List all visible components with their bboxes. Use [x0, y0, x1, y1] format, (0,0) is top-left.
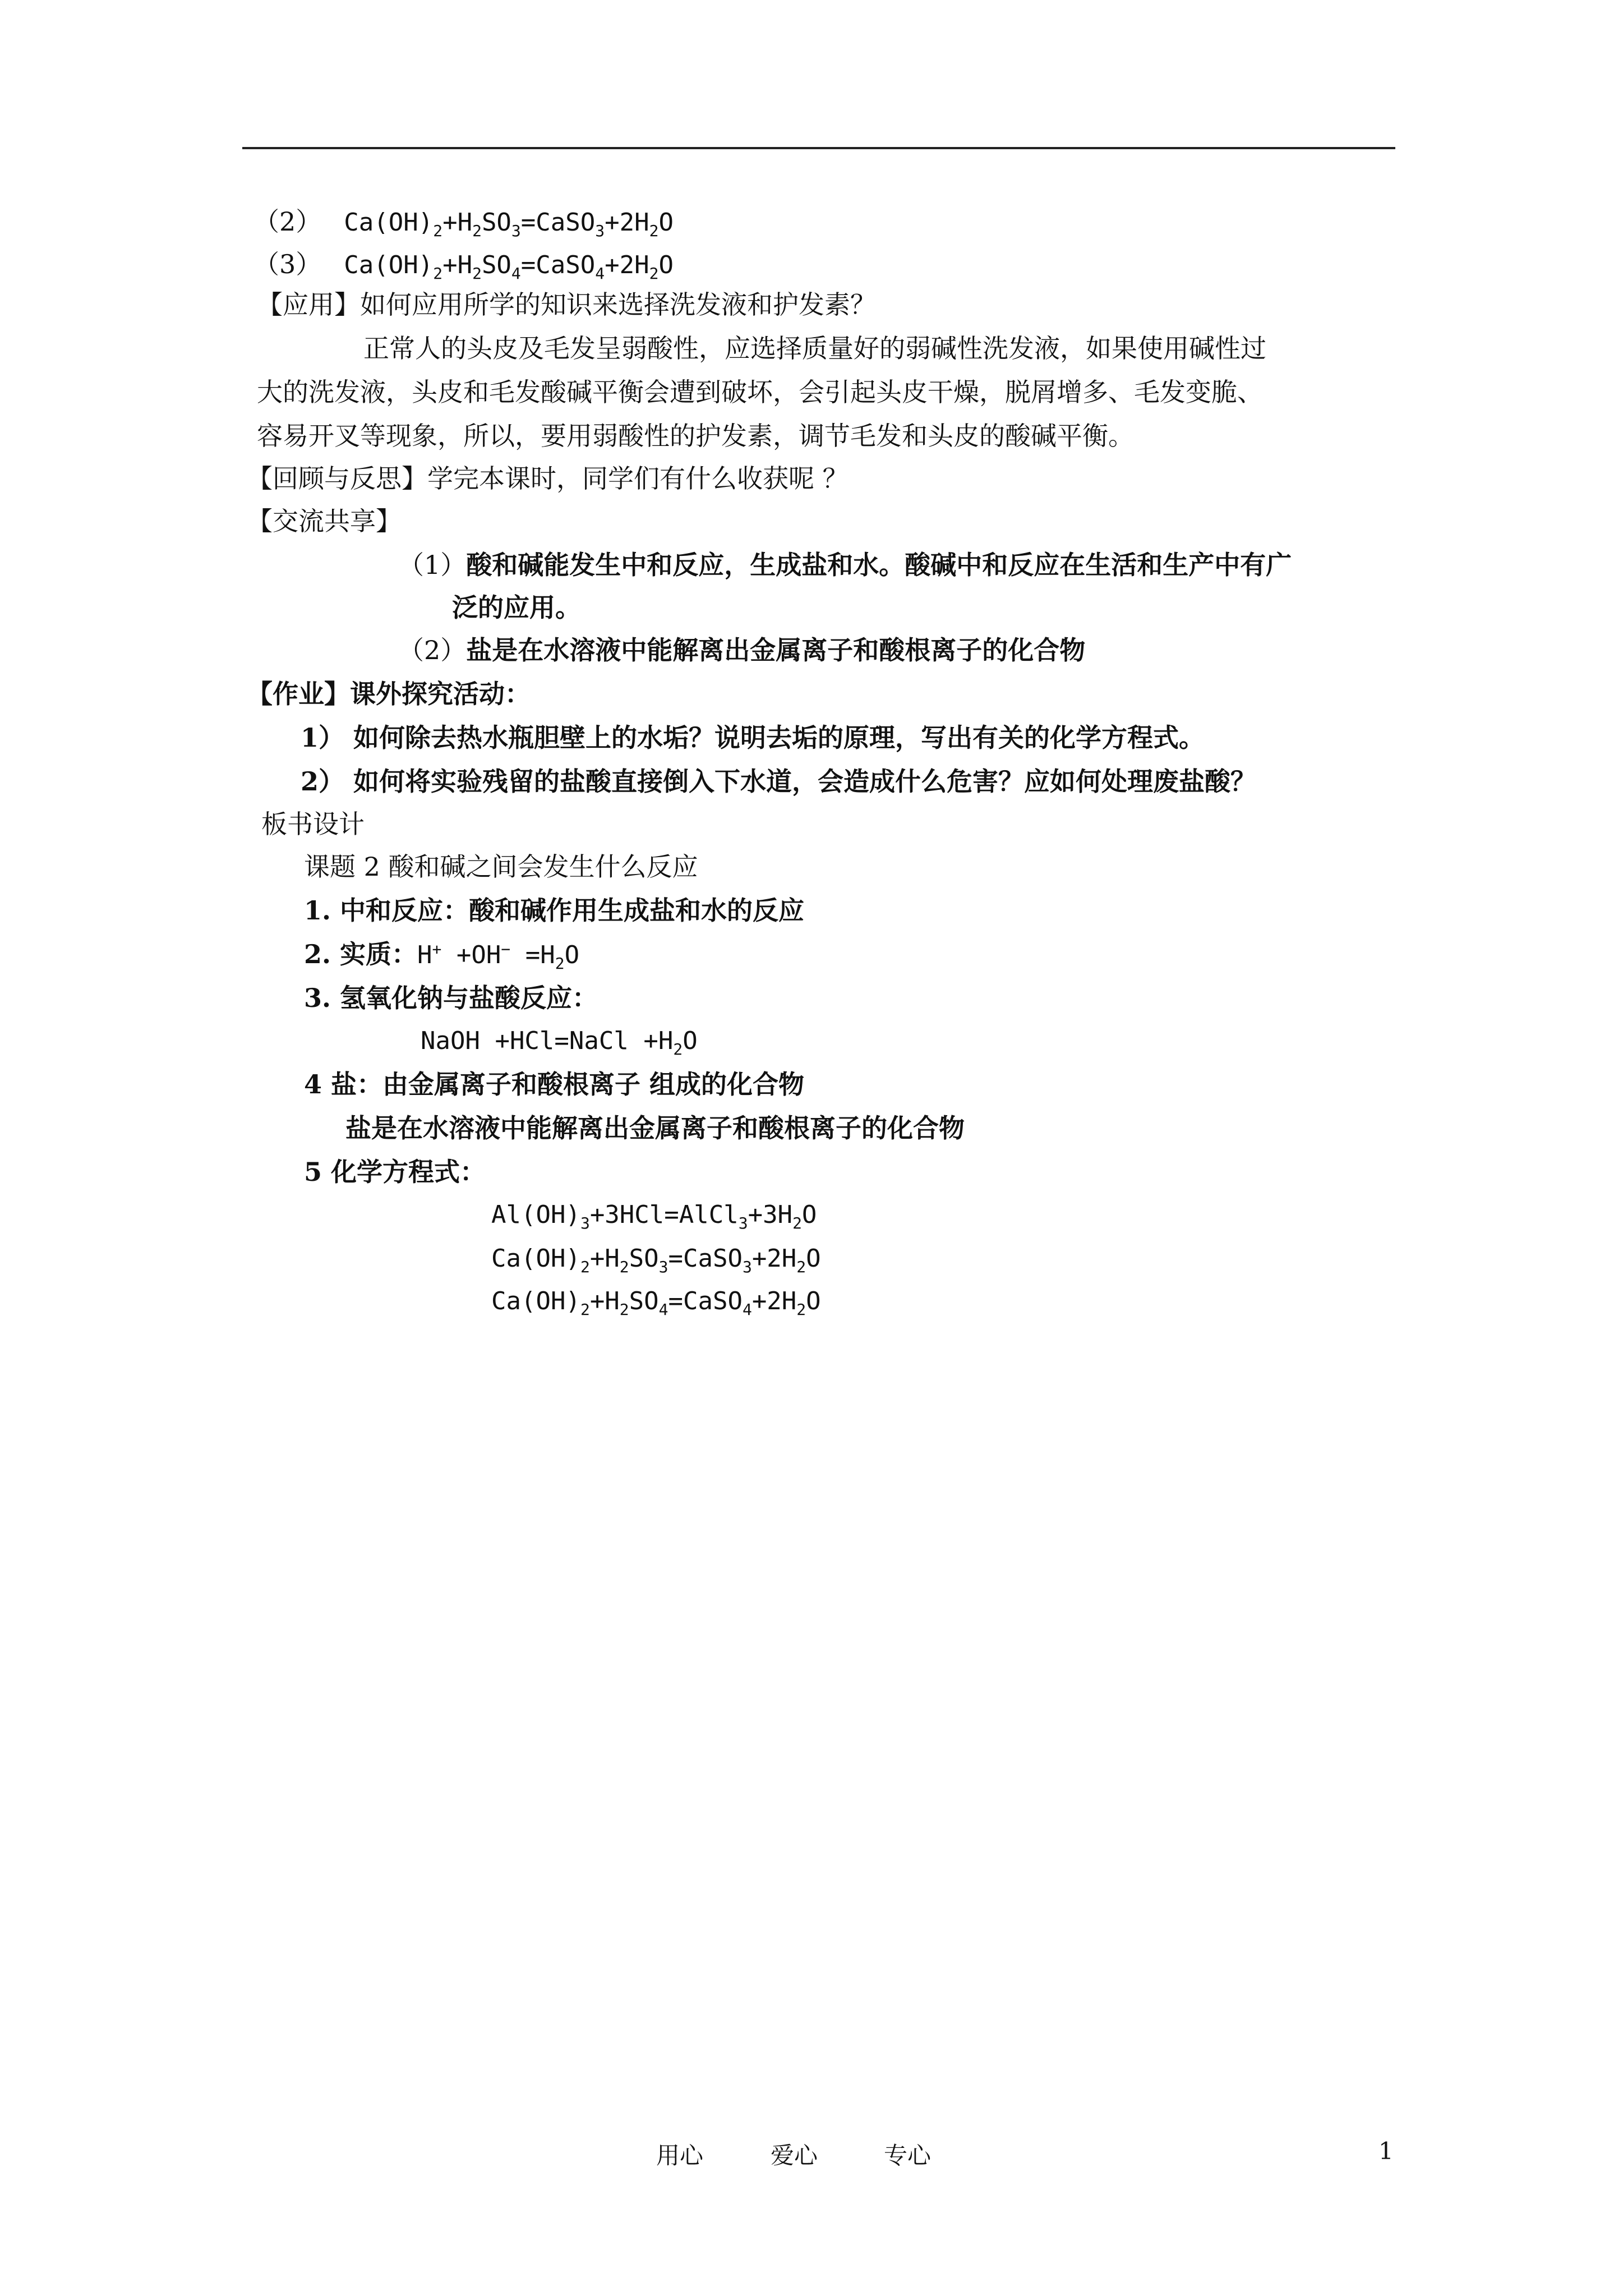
equation-number: （3） [253, 249, 322, 279]
board-item-3: 3. 氢氧化钠与盐酸反应： [304, 983, 598, 1013]
equation-line [253, 206, 674, 240]
board-item-4: 4 盐：由金属离子和酸根离子 组成的化合物 [304, 1069, 805, 1099]
share-item-number: （2） [398, 635, 467, 665]
share-item-text: 酸和碱能发生中和反应，生成盐和水。酸碱中和反应在生活和生产中有广 [466, 550, 1292, 580]
lesson-title: 课题 2 酸和碱之间会发生什么反应 [304, 852, 698, 882]
board-item-4-continued: 盐是在水溶液中能解离出金属离子和酸根离子的化合物 [345, 1113, 965, 1143]
homework-item: 1） 如何除去热水瓶胆壁上的水垢？说明去垢的原理，写出有关的化学方程式。 [301, 723, 1205, 753]
application-answer-line: 大的洗发液，头皮和毛发酸碱平衡会遭到破坏，会引起头皮干燥，脱屑增多、毛发变脆、 [257, 377, 1263, 407]
application-answer-line: 容易开叉等现象，所以，要用弱酸性的护发素，调节毛发和头皮的酸碱平衡。 [257, 421, 1134, 451]
share-heading: 【交流共享】 [247, 506, 402, 536]
review-heading: 【回顾与反思】学完本课时，同学们有什么收获呢 ？ [247, 463, 849, 494]
homework-heading: 【作业】课外探究活动： [247, 679, 531, 709]
board-item-2 [304, 939, 580, 973]
footer-motto-1: 用心 [656, 2142, 704, 2169]
page-number: 1 [1378, 2137, 1394, 2165]
header-rule [242, 147, 1395, 149]
chemical-formula: $Ca(OH)_2+H_2SO_4=CaSO_4+2H_2O$ [344, 251, 674, 283]
share-item-2 [398, 637, 1085, 663]
homework-item: 2） 如何将实验残留的盐酸直接倒入下水道，会造成什么危害？应如何处理废盐酸？ [301, 766, 1257, 797]
application-answer-line: 正常人的头皮及毛发呈弱酸性，应选择质量好的弱碱性洗发液，如果使用碱性过 [363, 333, 1266, 364]
share-item-text: 盐是在水溶液中能解离出金属离子和酸根离子的化合物 [466, 635, 1086, 665]
application-question: 【应用】如何应用所学的知识来选择洗发液和护发素？ [257, 289, 876, 320]
share-item-1 [398, 552, 1292, 578]
share-item-number: （1） [398, 550, 467, 580]
chemical-equation: $Al(OH)_3+3HCl=AlCl_3+3H_2O$ [491, 1200, 817, 1232]
equation-number: （2） [253, 206, 322, 237]
chemical-formula: $Ca(OH)_2+H_2SO_3=CaSO_3+2H_2O$ [344, 208, 674, 240]
ionic-equation: $H^+ +OH^- =H_2O$ [417, 940, 580, 973]
share-item-1-continued: 泛的应用。 [452, 592, 581, 623]
chemical-equation: $Ca(OH)_2+H_2SO_4=CaSO_4+2H_2O$ [491, 1287, 821, 1319]
board-item-label: 2. 实质： [304, 939, 418, 969]
footer-motto-3: 专心 [884, 2142, 932, 2169]
chemical-equation: $Ca(OH)_2+H_2SO_3=CaSO_3+2H_2O$ [491, 1244, 821, 1276]
footer-motto-2: 爱心 [771, 2142, 818, 2169]
board-item-1: 1. 中和反应：酸和碱作用生成盐和水的反应 [304, 895, 805, 926]
equation-line [253, 249, 674, 283]
neutralization-equation: NaOH +HCl=NaCl $+H_2O$ [421, 1027, 698, 1059]
board-design-heading: 板书设计 [261, 809, 365, 839]
board-item-5: 5 化学方程式： [304, 1157, 486, 1187]
